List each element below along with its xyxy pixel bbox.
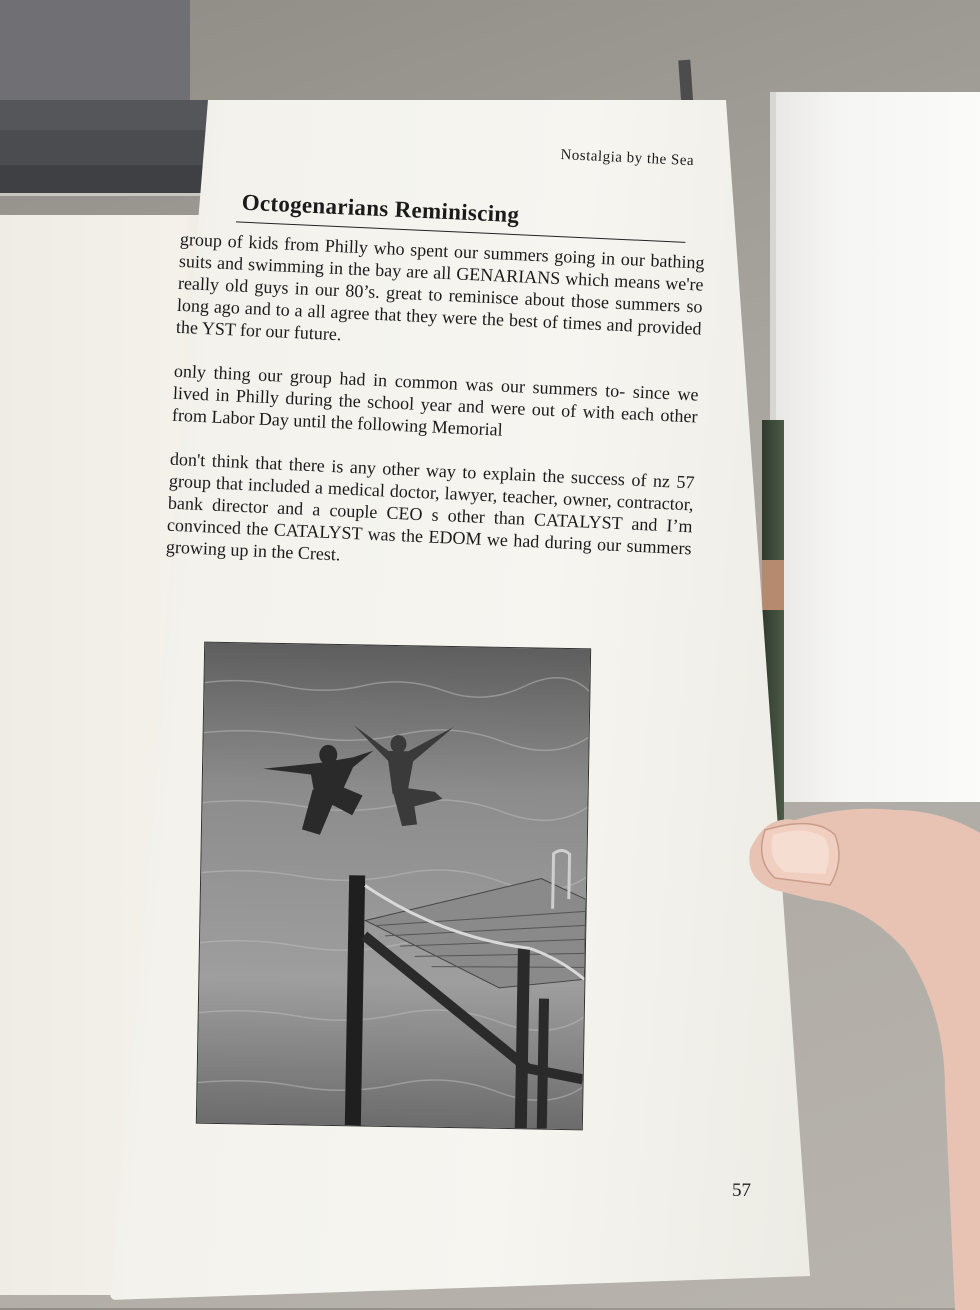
right-background-book (770, 92, 980, 802)
page-number: 57 (732, 1180, 751, 1201)
photo-illustration (197, 643, 590, 1130)
pencil-band (762, 560, 784, 610)
paragraph-2: only thing our group had in common was our summers to- since we lived in Philly during the school year and were out of with each other from Labor Day until the following Memorial (171, 360, 699, 440)
hand-palm (749, 809, 980, 1310)
book-stack-second (0, 100, 225, 133)
paragraph-3: don't think that there is any other way to explain the success of nz 57 group that included a medical doctor, lawyer, teacher, owner, contractor, bank director and a couple CEO s other than CATALYST and I’m convinced the CATALYST was the EDOM we had during our summers growing up in the Crest. (165, 448, 695, 565)
hand (745, 790, 980, 1310)
photo-boys-jumping-from-dock (196, 642, 591, 1131)
chapter-title: Octogenarians Reminiscing (241, 189, 520, 228)
book-stack-top (0, 0, 190, 103)
running-head: Nostalgia by the Sea (560, 147, 695, 170)
paragraph-1: group of kids from Philly who spent our summers going in our bathing suits and swimming in the bay are all GENARIANS which means we're really old guys in our 80’s. great to reminisce about those summers so long ago and to a all agree that they were the best of times and provided the YST for our future. (175, 228, 705, 345)
page-text-block (165, 130, 710, 603)
thumbnail (772, 831, 830, 874)
